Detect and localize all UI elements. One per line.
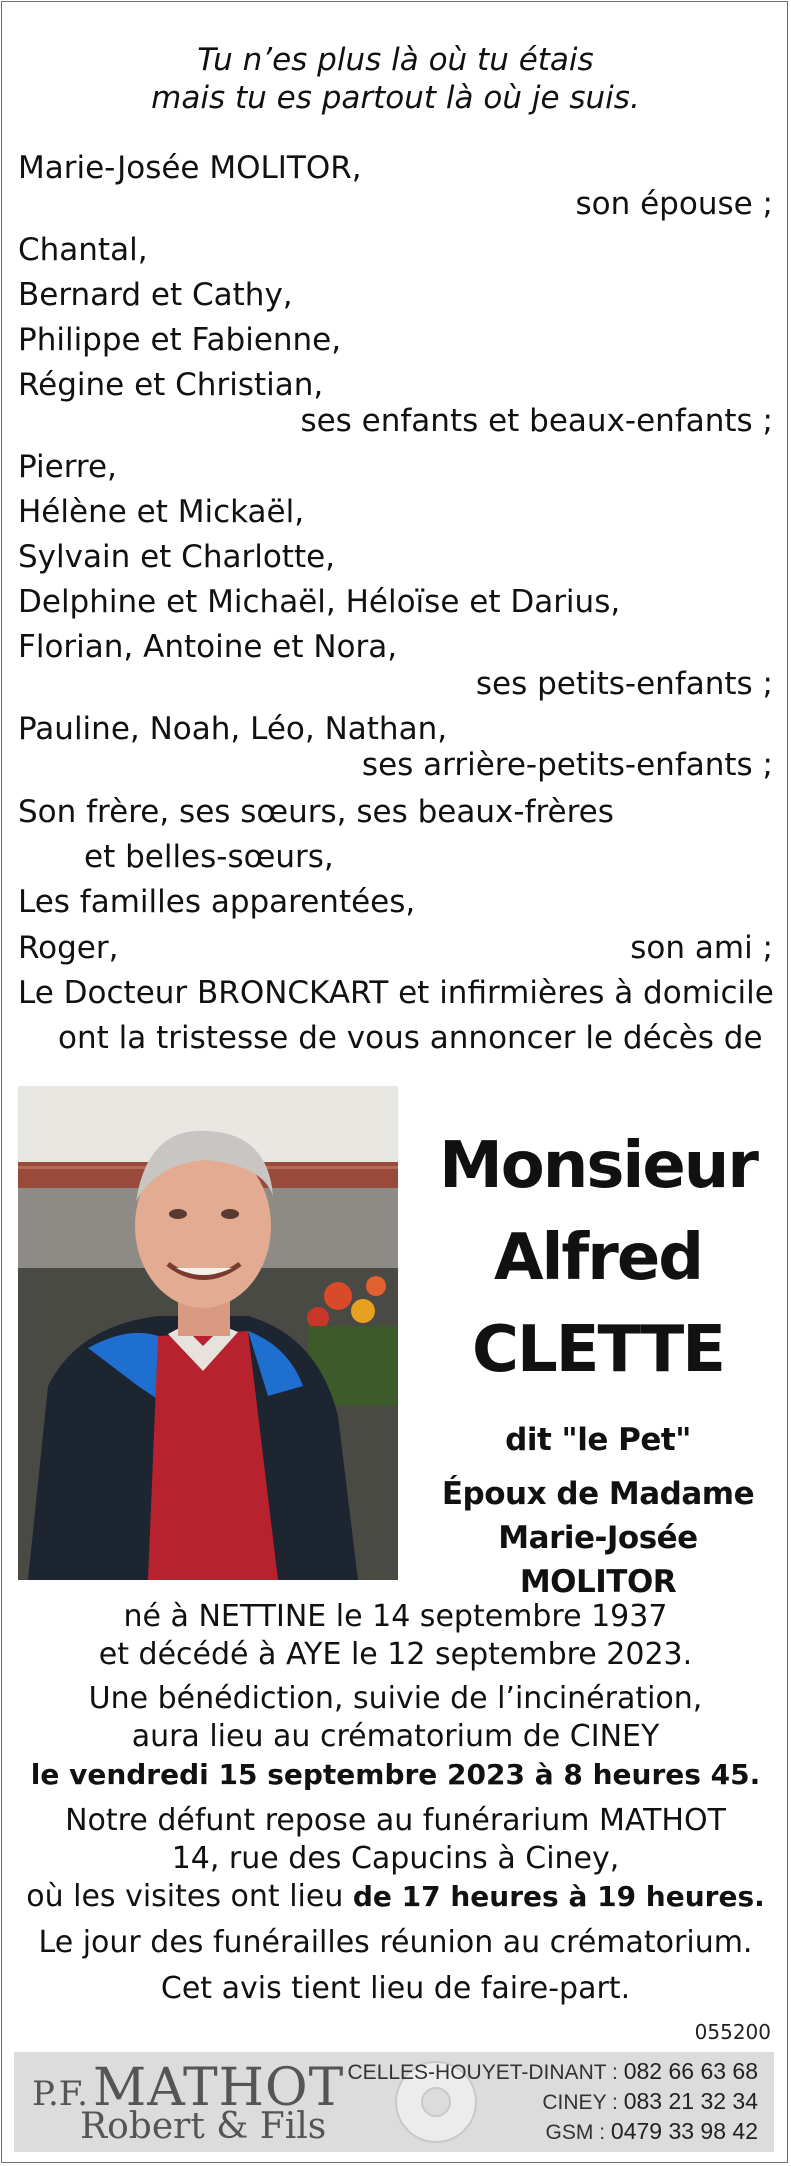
- contact-1-label: CELLES-HOUYET-DINANT :: [347, 2061, 618, 2084]
- spouse-name: Marie-Josée MOLITOR,: [18, 150, 362, 186]
- quote-line-2: mais tu es partout là où je suis.: [151, 80, 640, 116]
- contact-3-phone: 0479 33 98 42: [610, 2118, 758, 2144]
- great-grandchildren: Pauline, Noah, Léo, Nathan,: [18, 711, 448, 747]
- child-2: Bernard et Cathy,: [18, 277, 293, 313]
- ceremony-date: le vendredi 15 septembre 2023 à 8 heures 45.: [30, 1758, 761, 1791]
- pf-sub: Robert & Fils: [80, 2106, 327, 2147]
- deceased-photo: [18, 1086, 398, 1580]
- child-1: Chantal,: [18, 232, 148, 268]
- notice-line: Cet avis tient lieu de faire-part.: [160, 1971, 631, 2006]
- doctor-line: Le Docteur BRONCKART et infirmières à domicile: [18, 975, 774, 1011]
- child-3: Philippe et Fabienne,: [18, 322, 342, 358]
- reference-number: 055200: [694, 2020, 771, 2044]
- children-role: ses enfants et beaux-enfants ;: [300, 403, 773, 439]
- announcement-line: ont la tristesse de vous annoncer le décès de: [58, 1020, 763, 1056]
- siblings-line-1: Son frère, ses sœurs, ses beaux-frères: [18, 794, 614, 830]
- contact-1-phone: 082 66 63 68: [623, 2058, 758, 2084]
- contact-2-phone: 083 21 32 34: [623, 2088, 758, 2114]
- grandchild-5: Florian, Antoine et Nora,: [18, 629, 398, 665]
- grandchild-2: Hélène et Mickaël,: [18, 494, 305, 530]
- contact-3-label: GSM :: [545, 2121, 606, 2144]
- friend-role: son ami ;: [630, 930, 773, 966]
- visits-prefix: où les visites ont lieu: [26, 1879, 344, 1914]
- contact-1: [348, 2058, 758, 2085]
- deceased-spouse-line-2: Marie-Josée MOLITOR: [498, 1520, 698, 1600]
- funeral-home-footer: [14, 2052, 774, 2152]
- rest-line-2: 14, rue des Capucins à Ciney,: [171, 1841, 620, 1876]
- deceased-nickname: dit "le Pet": [505, 1422, 691, 1458]
- contact-2-label: CINEY :: [542, 2091, 618, 2114]
- families: Les familles apparentées,: [18, 884, 416, 920]
- born-line: né à NETTINE le 14 septembre 1937: [123, 1599, 668, 1634]
- contact-3: [546, 2118, 758, 2145]
- spouse-role: son épouse ;: [575, 186, 773, 222]
- child-4: Régine et Christian,: [18, 367, 324, 403]
- rest-line-1: Notre défunt repose au funérarium MATHOT: [65, 1803, 726, 1838]
- grandchild-1: Pierre,: [18, 449, 117, 485]
- ceremony-line-1: Une bénédiction, suivie de l’incinération,: [88, 1681, 703, 1716]
- ceremony-line-2: aura lieu au crématorium de CINEY: [131, 1719, 660, 1754]
- visits-hours: de 17 heures à 19 heures.: [352, 1880, 765, 1913]
- deceased-name-block: [418, 1120, 778, 1604]
- visits-line: [0, 1876, 791, 1917]
- deceased-first-name: Alfred: [493, 1221, 703, 1295]
- deceased-last-name: CLETTE: [472, 1313, 724, 1387]
- grandchildren-role: ses petits-enfants ;: [475, 666, 773, 702]
- contact-2: [542, 2088, 758, 2115]
- reunion-line: Le jour des funérailles réunion au crématorium.: [38, 1925, 753, 1960]
- deceased-title: Monsieur: [439, 1129, 757, 1203]
- great-grandchildren-role: ses arrière-petits-enfants ;: [361, 747, 773, 783]
- siblings-line-2: et belles-sœurs,: [84, 839, 334, 875]
- grandchild-3: Sylvain et Charlotte,: [18, 539, 336, 575]
- grandchild-4: Delphine et Michaël, Héloïse et Darius,: [18, 584, 621, 620]
- pf-name: MATHOT: [93, 2058, 345, 2118]
- deceased-spouse-line-1: Époux de Madame: [441, 1476, 755, 1512]
- died-line: et décédé à AYE le 12 septembre 2023.: [98, 1637, 693, 1672]
- friend-name: Roger,: [18, 930, 119, 966]
- quote-line-1: Tu n’es plus là où tu étais: [197, 42, 594, 78]
- pf-prefix: P.F.: [32, 2074, 88, 2114]
